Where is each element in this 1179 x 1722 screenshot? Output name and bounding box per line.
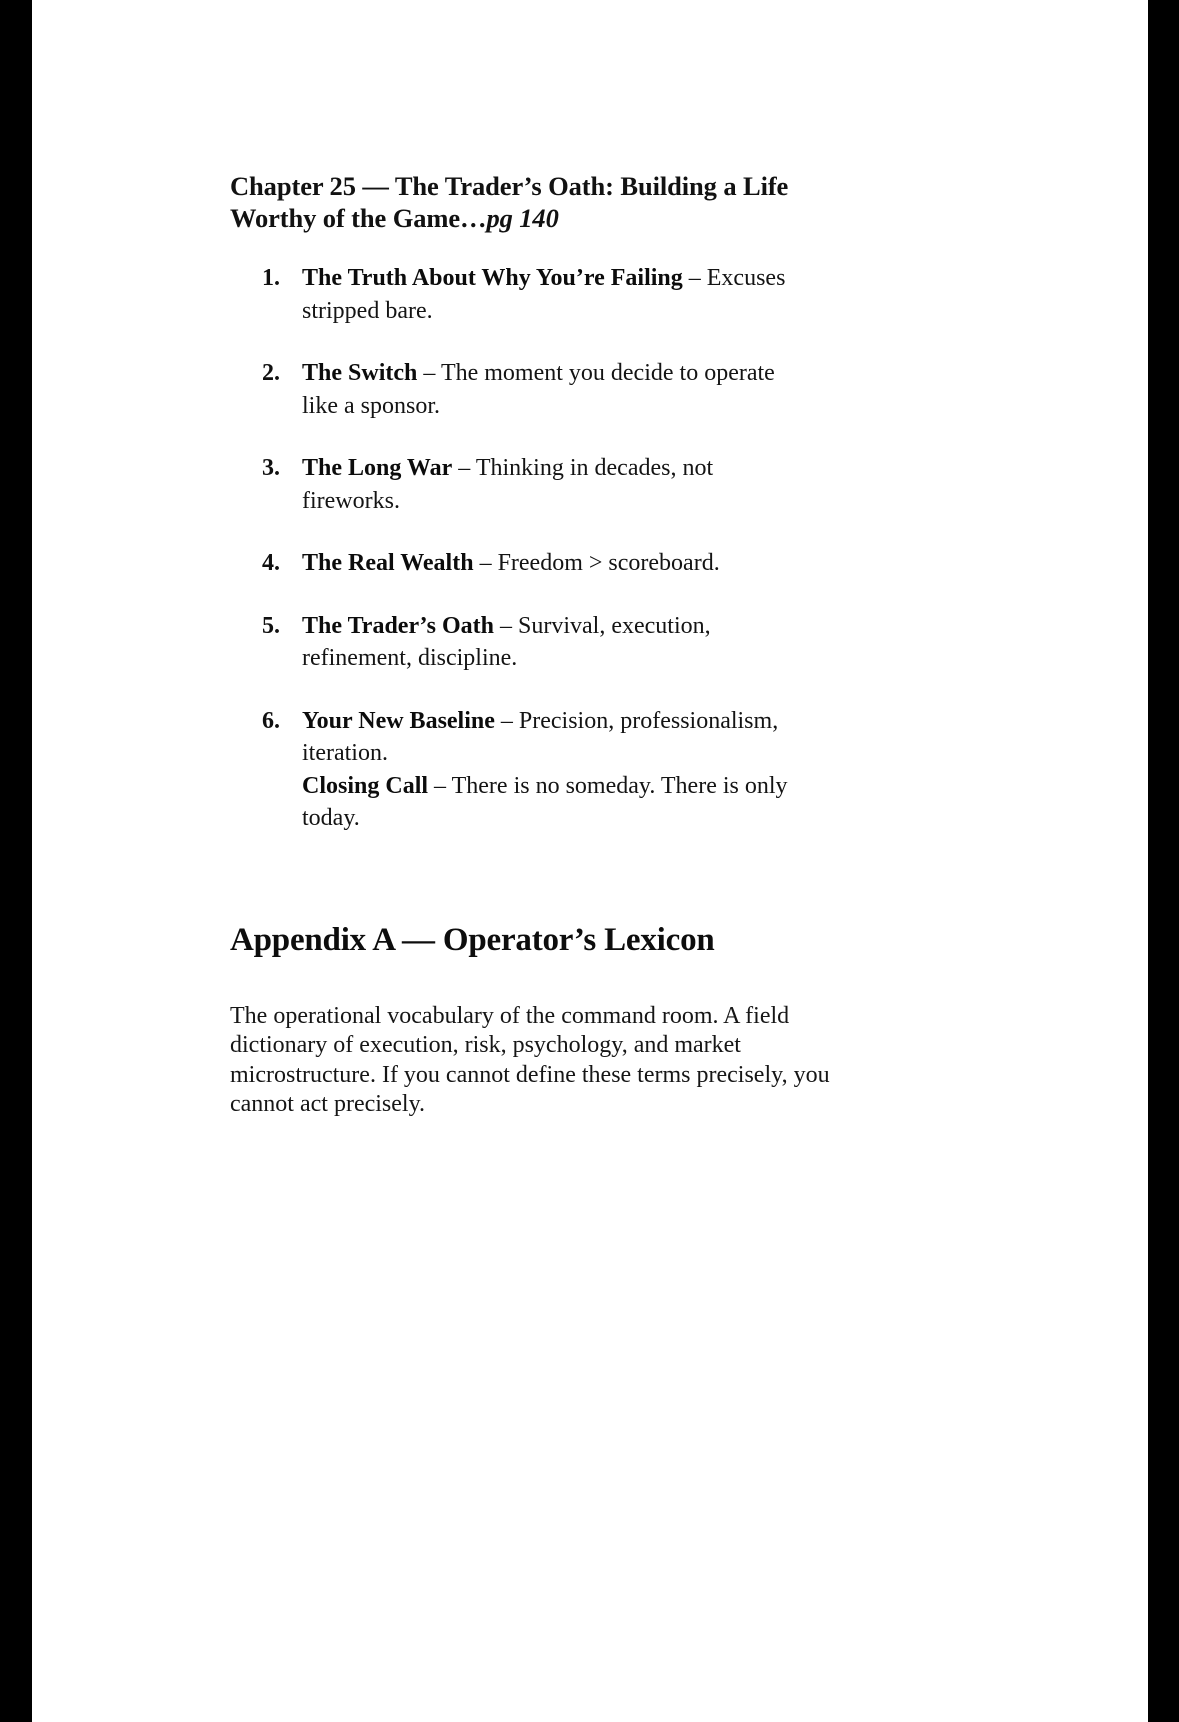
list-item [230, 262, 910, 327]
page-content [230, 170, 910, 1120]
list-item-term: The Real Wealth [302, 550, 474, 576]
list-item-dash: – [417, 360, 441, 386]
list-item-description: Precision, professionalism, iteration. [302, 707, 779, 766]
chapter-heading-text: Chapter 25 — The Trader’s Oath: Building a Life Worthy of the Game… [230, 171, 789, 233]
closing-call-description: There is no someday. There is only today. [302, 772, 788, 831]
list-item-description: The moment you decide to operate like a sponsor. [302, 360, 775, 419]
list-item-description: Excuses stripped bare. [302, 265, 786, 324]
list-item-term: Your New Baseline [302, 707, 495, 734]
list-item-description: Thinking in decades, not fireworks. [302, 455, 714, 514]
list-item-body [302, 357, 812, 422]
list-item-body [302, 547, 812, 580]
list-item [230, 452, 910, 517]
list-item-dash: – [494, 612, 518, 639]
chapter-section-list [230, 262, 910, 835]
list-item [230, 610, 910, 675]
list-item-number: 1. [262, 265, 280, 291]
closing-call-term: Closing Call [302, 772, 429, 799]
list-item [230, 357, 910, 422]
list-item-description: Survival, execution, refinement, discipline. [302, 612, 711, 671]
list-item-term: The Long War [302, 455, 453, 481]
list-item-dash: – [494, 707, 519, 734]
appendix-heading: Appendix A — Operator’s Lexicon [230, 921, 715, 958]
list-item [230, 705, 910, 835]
list-item-number: 4. [262, 550, 280, 576]
closing-call-dash: – [428, 772, 452, 799]
chapter-page-reference: pg 140 [486, 203, 559, 233]
list-item-number: 6. [262, 707, 280, 734]
chapter-heading [230, 170, 790, 234]
list-item-dash: – [452, 455, 476, 481]
list-item-number: 2. [262, 360, 280, 386]
document-page [32, 0, 1148, 1722]
list-item [230, 547, 910, 580]
list-item-dash: – [682, 265, 707, 291]
letterbox-bar-left [0, 0, 32, 1722]
letterbox-bar-right [1148, 0, 1179, 1722]
list-item-body [302, 705, 812, 835]
appendix-paragraph: The operational vocabulary of the command room. A field dictionary of execution, risk, psychology, and market microstructure. If you cannot define these terms precisely, you cannot act precisely. [230, 1002, 830, 1117]
list-item-term: The Truth About Why You’re Failing [302, 265, 683, 291]
list-item-body [302, 452, 812, 517]
list-item-body [302, 262, 812, 327]
list-item-number: 5. [262, 612, 280, 639]
list-item-number: 3. [262, 455, 280, 481]
list-item-body [302, 610, 812, 675]
list-item-dash: – [473, 550, 498, 576]
list-item-term: The Switch [302, 360, 418, 386]
list-item-term: The Trader’s Oath [302, 612, 494, 639]
closing-call-line [302, 770, 812, 835]
list-item-description: Freedom > scoreboard. [497, 550, 720, 576]
